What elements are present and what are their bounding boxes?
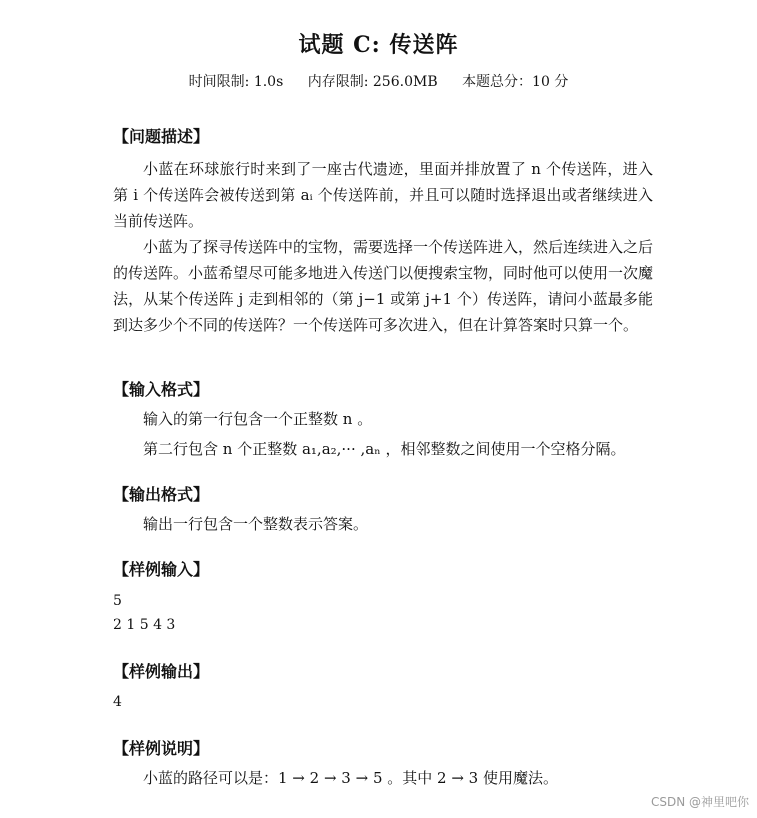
limits-bar xyxy=(0,71,757,91)
input-format-heading: 【输入格式】 xyxy=(113,380,210,399)
sample-input-line-1: 5 xyxy=(113,593,122,609)
problem-description-paragraph-2: 小蓝为了探寻传送阵中的宝物，需要选择一个传送阵进入，然后连续进入之后的传送阵。小蓝希望尽可能多地进入传送门以便搜索宝物，同时他可以使用一次魔法，从某个传送阵 j 走到相邻的（第 j−1 或第 j+1 个）传送阵，请问小蓝最多能到达多少个不同的传送阵？一个传送阵可多次进入，但在计算答案时只算一个。 xyxy=(113,238,654,334)
output-format-line-1: 输出一行包含一个整数表示答案。 xyxy=(143,515,369,533)
time-limit: 时间限制: 1.0s xyxy=(188,74,284,90)
memory-limit: 内存限制: 256.0MB xyxy=(307,74,438,90)
csdn-watermark: CSDN @神里吧你 xyxy=(650,795,749,809)
sample-explanation-line-1: 小蓝的路径可以是：1 → 2 → 3 → 5 。其中 2 → 3 使用魔法。 xyxy=(143,769,558,787)
input-format-line-2: 第二行包含 n 个正整数 a₁,a₂,··· ,aₙ ，相邻整数之间使用一个空格分隔。 xyxy=(143,440,626,458)
sample-input-heading: 【样例输入】 xyxy=(113,560,210,579)
sample-explanation-heading: 【样例说明】 xyxy=(113,739,210,758)
output-format-heading: 【输出格式】 xyxy=(113,485,210,504)
sample-output-line-1: 4 xyxy=(113,694,122,710)
sample-output-heading: 【样例输出】 xyxy=(113,662,210,681)
sample-input-line-2: 2 1 5 4 3 xyxy=(113,617,176,633)
problem-title: 试题 C: 传送阵 xyxy=(298,32,459,58)
problem-description-heading: 【问题描述】 xyxy=(113,127,210,146)
problem-description-paragraph-1: 小蓝在环球旅行时来到了一座古代遗迹，里面并排放置了 n 个传送阵，进入第 i 个传送阵会被传送到第 aᵢ 个传送阵前，并且可以随时选择退出或者继续进入当前传送阵。 xyxy=(113,160,653,230)
input-format-line-1: 输入的第一行包含一个正整数 n 。 xyxy=(143,410,373,428)
total-score: 本题总分：10 分 xyxy=(462,74,569,90)
